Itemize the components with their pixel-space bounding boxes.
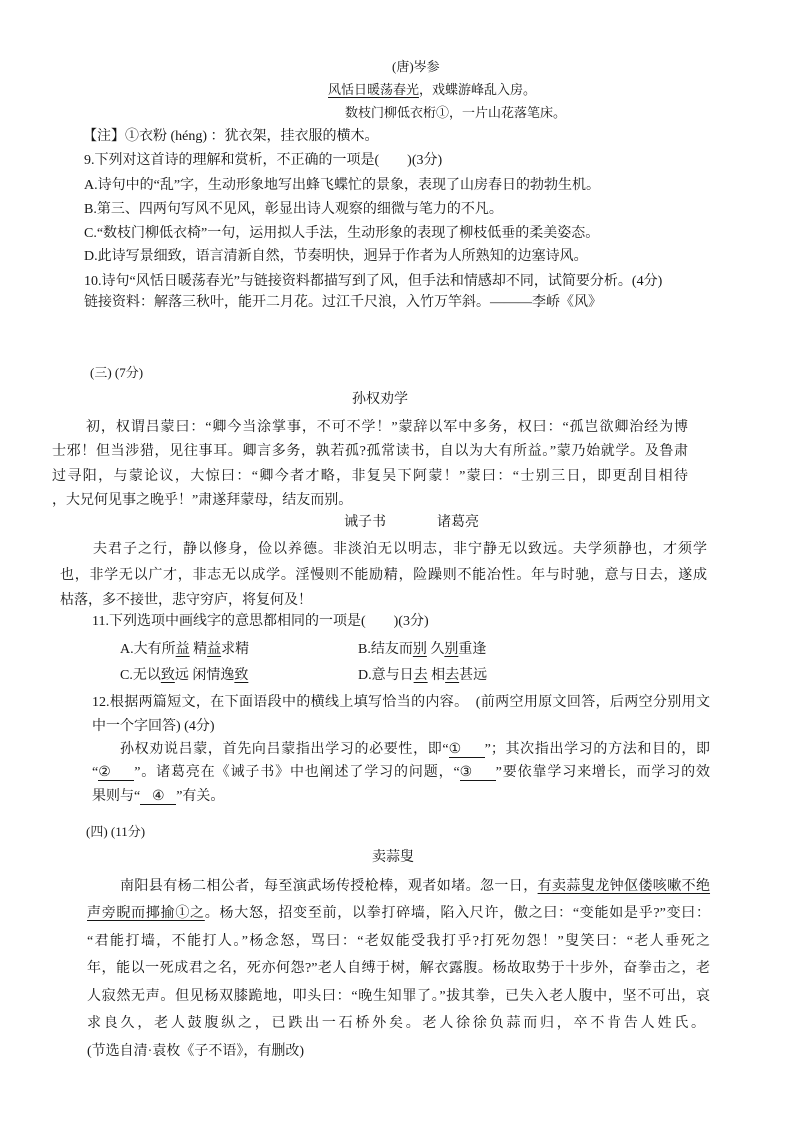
passage-2-title: 诫子书 — [344, 515, 386, 530]
q12-stem-line: 12.根据两篇短文，在下面语段中的横线上填写恰当的内容。 (前两空用原文回答，后两空分别用文 — [92, 695, 710, 710]
q9-option-a: A.诗句中的“乱”字，生动形象地写出蜂飞蝶忙的景象，表现了山房春日的勃勃生机。 — [84, 178, 601, 193]
passage-1-line: 初，权谓吕蒙曰：“卿今当涂掌事，不可不学！”蒙辞以军中多务，权曰：“孤岂欲卿治经为博 — [86, 420, 688, 435]
passage-1-line: 士邪！但当涉猎，见往事耳。卿言多务，孰若孤?孤常读书，自以为大有所益。”蒙乃始就学。及鲁肃 — [52, 444, 688, 459]
underlined-char: 致 — [160, 668, 175, 683]
q12-passage-line — [92, 787, 224, 807]
poem-line-1-underlined: 风恬日暖荡春光 — [328, 82, 420, 97]
option-text: 重逢 — [458, 642, 487, 657]
q11-option-d — [358, 666, 487, 686]
underlined-char: 别 — [444, 642, 459, 657]
underlined-char: 别 — [412, 642, 427, 657]
section-3-header: (三) (7分) — [90, 365, 144, 380]
poem-line-1-rest: ，戏蝶游峰乱入房。 — [419, 82, 537, 97]
q12-text: ”。诸葛亮在《诫子书》中也阐述了学习的问题，“ — [134, 765, 460, 780]
passage-3-line — [120, 877, 710, 897]
option-text: C.无以 — [120, 668, 161, 683]
q12-text: “ — [92, 765, 99, 780]
q11-stem: 11.下列选项中画线字的意思都相同的一项是( )(3分) — [92, 614, 429, 629]
passage-1-line: ，大兄何见事之晚乎！”肃遂拜蒙母，结友而别。 — [52, 493, 353, 508]
passage-2-line: 夫君子之行，静以修身，俭以养德。非淡泊无以明志，非宁静无以致远。夫学须静也，才须学 — [93, 542, 707, 557]
passage-1-title: 孙权劝学 — [352, 392, 408, 407]
q11-option-c — [120, 666, 248, 686]
q10-stem: 10.诗句“风恬日暖荡春光”与链接资料都描写到了风，但手法和情感却不同，试简要分析。(4分) — [84, 274, 663, 289]
answer-blank-2: ② — [98, 765, 134, 781]
passage-2-line: 枯落，多不接世，悲守穷庐，将复何及！ — [60, 593, 312, 608]
poem-note: 【注】①衣粉 (héng) ：犹衣架，挂衣服的横木。 — [83, 129, 379, 144]
option-text: 远 闲情逸 — [174, 668, 235, 683]
option-text: 久 — [426, 642, 445, 657]
passage-3-line: 人寂然无声。但见杨双膝跪地，叩头曰：“晚生知罪了。”拔其拳，已失入老人腹中，坚不可出，哀 — [87, 989, 710, 1004]
passage-3-title: 卖蒜叟 — [372, 850, 414, 865]
section-4-header: (四) (11分) — [86, 824, 146, 839]
underlined-sentence: 有卖蒜叟龙钟伛偻咳嗽不绝 — [537, 879, 711, 894]
option-text: A.大有所 — [120, 642, 176, 657]
poem-line-2: 数枝门柳低衣桁①，一片山花落笔床。 — [345, 105, 567, 120]
q12-text: ”有关。 — [176, 789, 225, 804]
q12-passage-line — [92, 763, 710, 783]
q9-option-b: B.第三、四两句写风不见风，彰显出诗人观察的细微与笔力的不凡。 — [84, 202, 503, 217]
q12-text: 孙权劝说吕蒙，首先向吕蒙指出学习的必要性，即“ — [120, 742, 449, 757]
q12-stem-line: 中一个字回答) (4分) — [92, 719, 215, 734]
passage-3-line: 求良久，老人鼓腹纵之，已跌出一石桥外矣。老人徐徐负蒜而归，卒不肯告人姓氏。 — [87, 1016, 705, 1031]
q9-option-c: C.“数枝门柳低衣椅”一句，运用拟人手法，生动形象的表现了柳枝低垂的柔美姿态。 — [84, 226, 600, 241]
answer-blank-3: ③ — [460, 765, 496, 781]
option-text: 求精 — [221, 642, 250, 657]
passage-1-line: 过寻阳，与蒙论议，大惊曰：“卿今者才略，非复吴下阿蒙！”蒙曰：“士别三日，即更刮目相待 — [52, 469, 688, 484]
answer-blank-4: ④ — [140, 789, 176, 805]
answer-blank-1: ① — [449, 742, 485, 758]
underlined-char: 去 — [413, 668, 428, 683]
passage-2-line: 也，非学无以广才，非志无以成学。淫慢则不能励精，险躁则不能冶性。年与时驰，意与日去，遂成 — [60, 568, 707, 583]
underlined-char: 去 — [445, 668, 460, 683]
passage-3-line: 年，能以一死成君之名，死亦何怨?”老人自缚于树，解衣露腹。杨故取势于十步外，奋拳击之，老 — [87, 961, 710, 976]
option-text: B.结友而 — [358, 642, 413, 657]
poem-author: (唐)岑参 — [392, 59, 440, 74]
option-text: 精 — [189, 642, 208, 657]
q11-option-b — [358, 640, 486, 660]
passage-3-text: 。杨大怒，招变至前，以拳打碎墙，陷入尺许，傲之曰：“变能如是乎?”变曰： — [204, 906, 711, 921]
source-note: (节选自清·袁枚《子不语》，有删改) — [87, 1044, 304, 1059]
underlined-char: 致 — [234, 668, 249, 683]
passage-3-line: “君能打墙，不能打人。”杨念怒，骂曰：“老奴能受我打乎?打死勿怨！”叟笑曰：“老人垂死之 — [87, 934, 710, 949]
passage-3-line — [87, 904, 710, 924]
q10-link-material: 链接资料：解落三秋叶，能开二月花。过江千尺浪，入竹万竿斜。———李峤《风》 — [84, 295, 602, 310]
option-text: 相 — [427, 668, 446, 683]
option-text: 甚远 — [459, 668, 488, 683]
passage-3-text: 南阳县有杨二相公者，每至演武场传授枪棒，观者如堵。忽一日， — [120, 879, 538, 894]
underlined-char: 益 — [175, 642, 190, 657]
underlined-char: 益 — [207, 642, 222, 657]
poem-line-1 — [328, 80, 536, 100]
q11-option-a — [120, 640, 249, 660]
q9-stem: 9.下列对这首诗的理解和赏析，不正确的一项是( )(3分) — [84, 153, 443, 168]
passage-2-author: 诸葛亮 — [437, 515, 479, 530]
q9-option-d: D.此诗写景细致，语言清新自然，节奏明快，迥异于作者为人所熟知的边塞诗风。 — [84, 249, 588, 264]
q12-passage-line — [120, 740, 710, 760]
q12-text: ”要依靠学习来增长，而学习的效 — [495, 765, 710, 780]
q12-text: ”；其次指出学习的方法和目的，即 — [484, 742, 711, 757]
q12-text: 果则与“ — [92, 789, 141, 804]
underlined-sentence: 声旁睨而揶揄①之 — [87, 906, 205, 921]
option-text: D.意与日 — [358, 668, 414, 683]
